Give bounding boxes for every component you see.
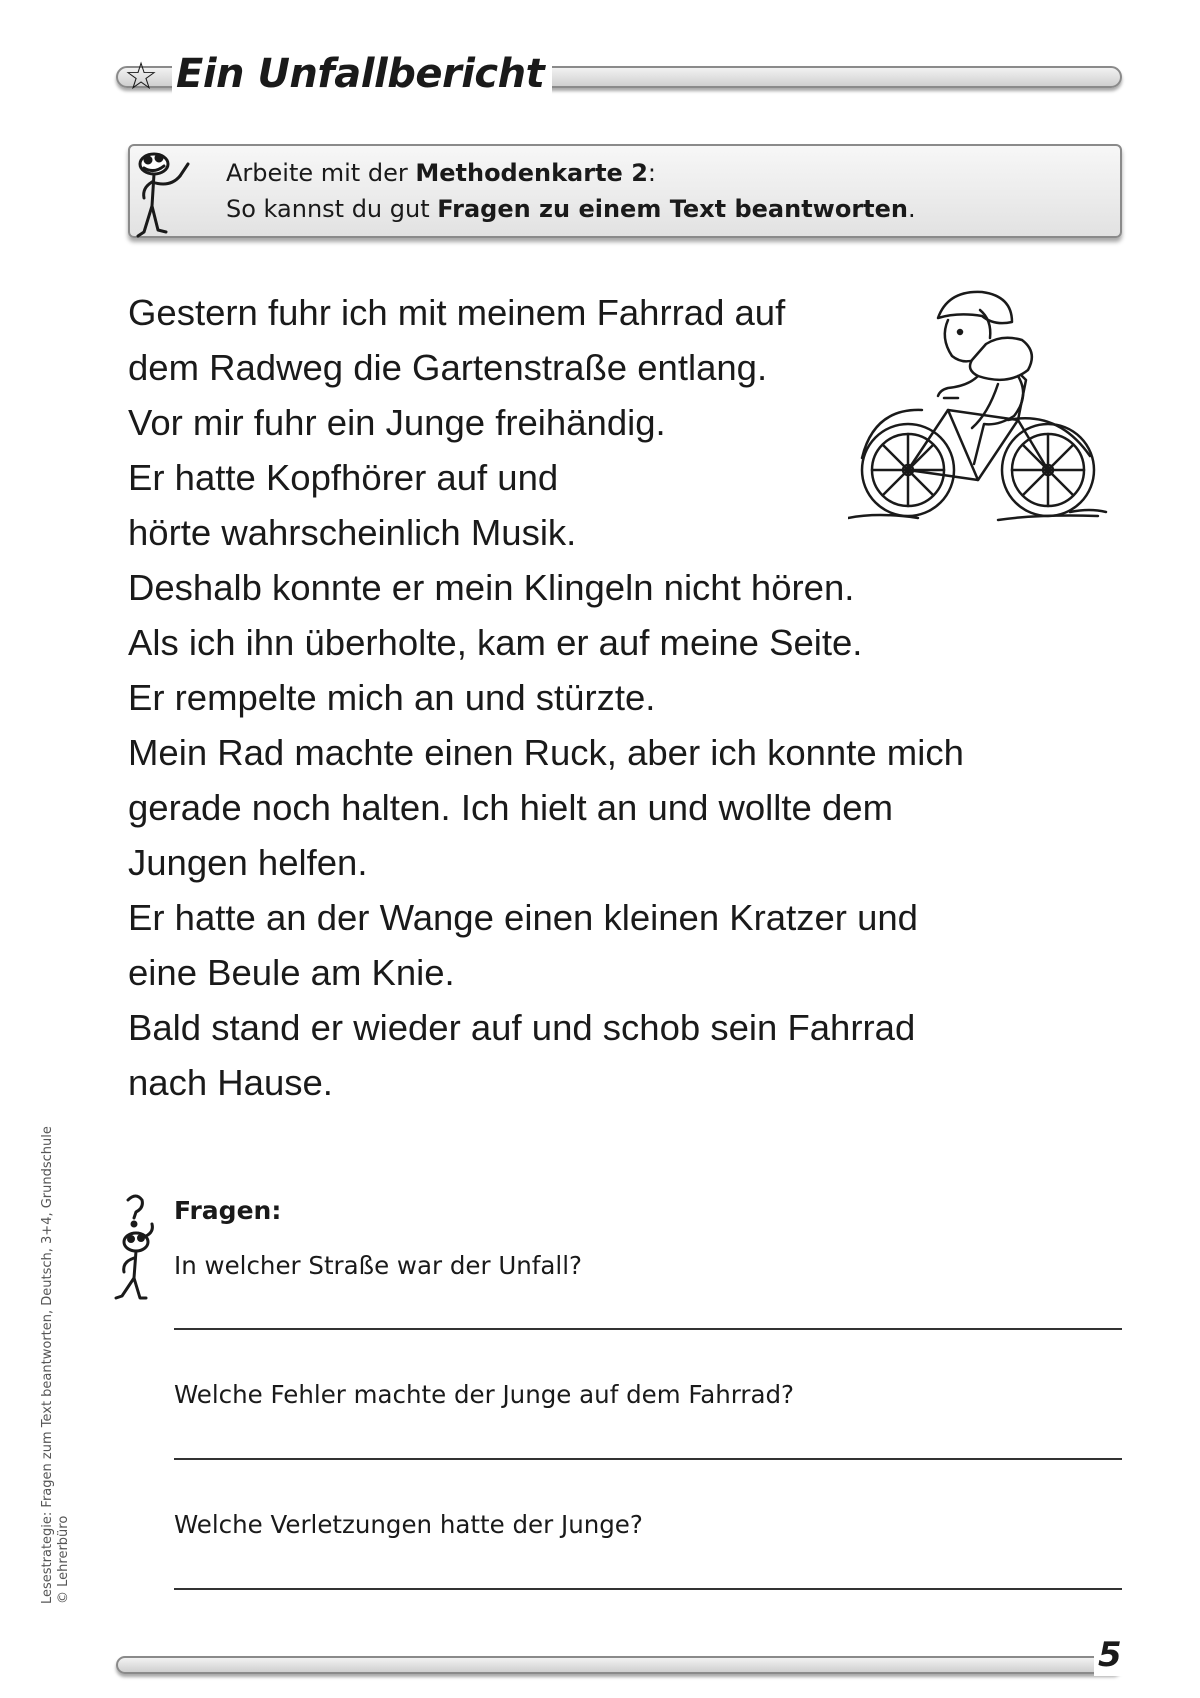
story-line: Jungen helfen. — [128, 842, 368, 883]
answer-line-2[interactable] — [174, 1458, 1122, 1460]
method-card-line-1-prefix: Arbeite mit der — [226, 159, 416, 187]
method-card-topic: Fragen zu einem Text beantworten — [437, 195, 909, 223]
method-card-line-2 — [226, 192, 916, 226]
story-line: Gestern fuhr ich mit meinem Fahrrad auf — [128, 292, 786, 333]
story-line: Deshalb konnte er mein Klingeln nicht hören. — [128, 567, 855, 608]
story-line: Mein Rad machte einen Ruck, aber ich konnte mich — [128, 732, 964, 773]
story-line: Er rempelte mich an und stürzte. — [128, 677, 656, 718]
question-1: In welcher Straße war der Unfall? — [174, 1251, 583, 1280]
answer-line-1[interactable] — [174, 1328, 1122, 1330]
page-number: 5 — [1094, 1634, 1126, 1676]
page-title: Ein Unfallbericht — [172, 50, 552, 98]
method-card-line-1 — [226, 156, 656, 190]
story-line: Er hatte an der Wange einen kleinen Kratzer und — [128, 897, 918, 938]
side-credit-line-1: Lesestrategie: Fragen zum Text beantworten, Deutsch, 3+4, Grundschule — [40, 1126, 55, 1604]
method-card-line-2-prefix: So kannst du gut — [226, 195, 438, 223]
question-2: Welche Fehler machte der Junge auf dem Fahrrad? — [174, 1380, 795, 1409]
story-line: Bald stand er wieder auf und schob sein Fahrrad — [128, 1007, 916, 1048]
story-line: Als ich ihn überholte, kam er auf meine Seite. — [128, 622, 863, 663]
method-card-name: Methodenkarte 2 — [415, 159, 648, 187]
side-credit-line-2: © Lehrerbüro — [56, 1515, 71, 1604]
story-line: dem Radweg die Gartenstraße entlang. — [128, 347, 768, 388]
footer-bar — [116, 1656, 1122, 1674]
story-line: eine Beule am Knie. — [128, 952, 455, 993]
story-text — [128, 285, 964, 1110]
story-line: Vor mir fuhr ein Junge freihändig. — [128, 402, 666, 443]
question-3: Welche Verletzungen hatte der Junge? — [174, 1510, 643, 1539]
thinking-figure-icon — [112, 1192, 168, 1302]
story-line: Er hatte Kopfhörer auf und — [128, 457, 559, 498]
star-icon: ☆ — [124, 54, 159, 98]
method-card-line-2-suffix: . — [908, 195, 916, 223]
pointing-figure-icon — [132, 146, 212, 242]
side-credit — [40, 1126, 72, 1604]
story-line: gerade noch halten. Ich hielt an und wollte dem — [128, 787, 893, 828]
method-card-line-1-suffix: : — [647, 159, 656, 187]
story-line: hörte wahrscheinlich Musik. — [128, 512, 577, 553]
cyclist-illustration — [848, 280, 1108, 530]
story-line: nach Hause. — [128, 1062, 333, 1103]
questions-heading: Fragen: — [174, 1196, 282, 1225]
answer-line-3[interactable] — [174, 1588, 1122, 1590]
